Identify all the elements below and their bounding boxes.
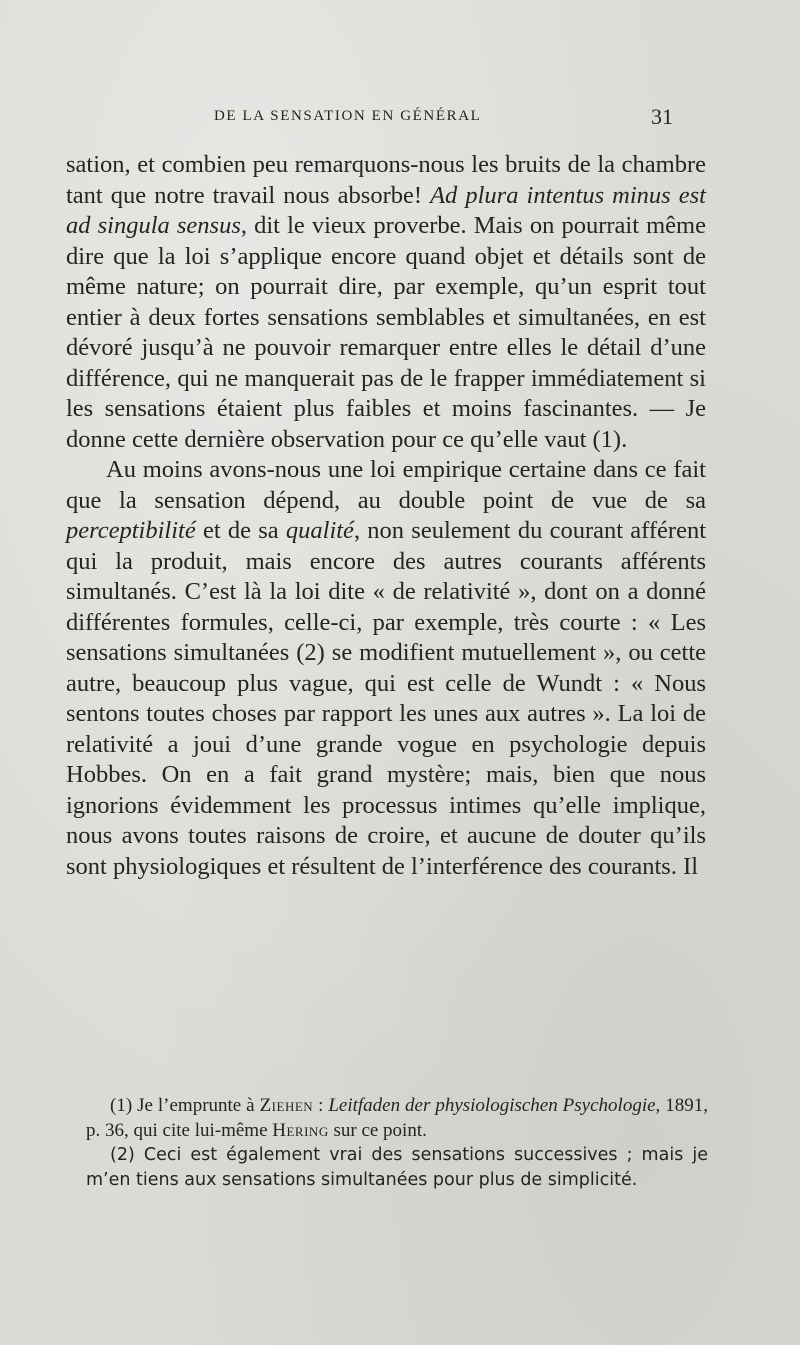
latin-proverb: Ad plura intentus minus est ad singula sensus	[66, 181, 706, 239]
paragraph-2-text-a: Au moins avons-nous une loi empirique certaine dans ce fait que la sensation dépend, au double point de vue de sa	[66, 456, 706, 514]
paragraph-1	[66, 150, 706, 455]
paragraph-1-text-b: , dit le vieux proverbe. Mais on pourrait même dire que la loi s’applique encore quand objet et détails sont de même nature; on pourrait dire, par exemple, qu’un esprit tout entier à deux fortes sensations semblables et simultanées, en est dévoré jusqu’à ne pouvoir remarquer entre elles le détail d’une différence, qui ne manquerait pas de le frapper immédiatement si les sensations étaient plus faibles et moins fascinantes. — Je donne cette dernière observation pour ce qu’elle vaut (1).	[66, 212, 706, 453]
footnote-1-text-a: (1) Je l’emprunte à	[110, 1095, 260, 1116]
footnote-2: (2) Ceci est également vrai des sensations successives ; mais je m’en tiens aux sensations simultanées pour plus de simplicité.	[86, 1145, 708, 1190]
running-head	[0, 104, 800, 134]
footnote-1-text-b: :	[313, 1095, 329, 1116]
paragraph-2	[66, 455, 706, 882]
footnote-1-text-c: , 1891, p. 36, qui cite lui-même	[86, 1095, 708, 1141]
footnote-1	[86, 1093, 708, 1143]
footnote-1-text-d: sur ce point.	[328, 1120, 427, 1141]
term-qualite: qualité	[285, 517, 354, 544]
paragraph-2-text-c: , non seulement du courant afférent qui la produit, mais encore des autres courants afférents simultanés. C’est là la loi dite « de relativité », dont on a donné différentes formules, celle-ci, par exemple, très courte : « Les sensations simultanées (2) se modifient mutuellement », ou cette autre, beaucoup plus vague, qui est celle de Wundt : « Nous sentons toutes choses par rapport les unes aux autres ». La loi de relativité a joui d’une grande vogue en psychologie depuis Hobbes. On en a fait grand mystère; mais, bien que nous ignorions évidemment les processus intimes qu’elle implique, nous avons toutes raisons de croire, et aucune de douter qu’ils sont physiologiques et résultent de l’interférence des courants. Il	[66, 517, 706, 880]
author-ziehen: Ziehen	[259, 1095, 314, 1116]
paragraph-2-text-b: et de sa	[195, 517, 286, 544]
running-title: DE LA SENSATION EN GÉNÉRAL	[214, 108, 482, 124]
author-hering: Hering	[272, 1120, 329, 1141]
term-perceptibilite: perceptibilité	[66, 517, 196, 544]
paragraph-1-text-a: sation, et combien peu remarquons-nous les bruits de la chambre tant que notre travail nous absorbe!	[66, 151, 706, 209]
footnotes	[86, 1093, 708, 1193]
body-text	[66, 150, 706, 882]
book-title: Leitfaden der physiologischen Psychologie	[328, 1095, 656, 1116]
page-number: 31	[651, 104, 673, 129]
